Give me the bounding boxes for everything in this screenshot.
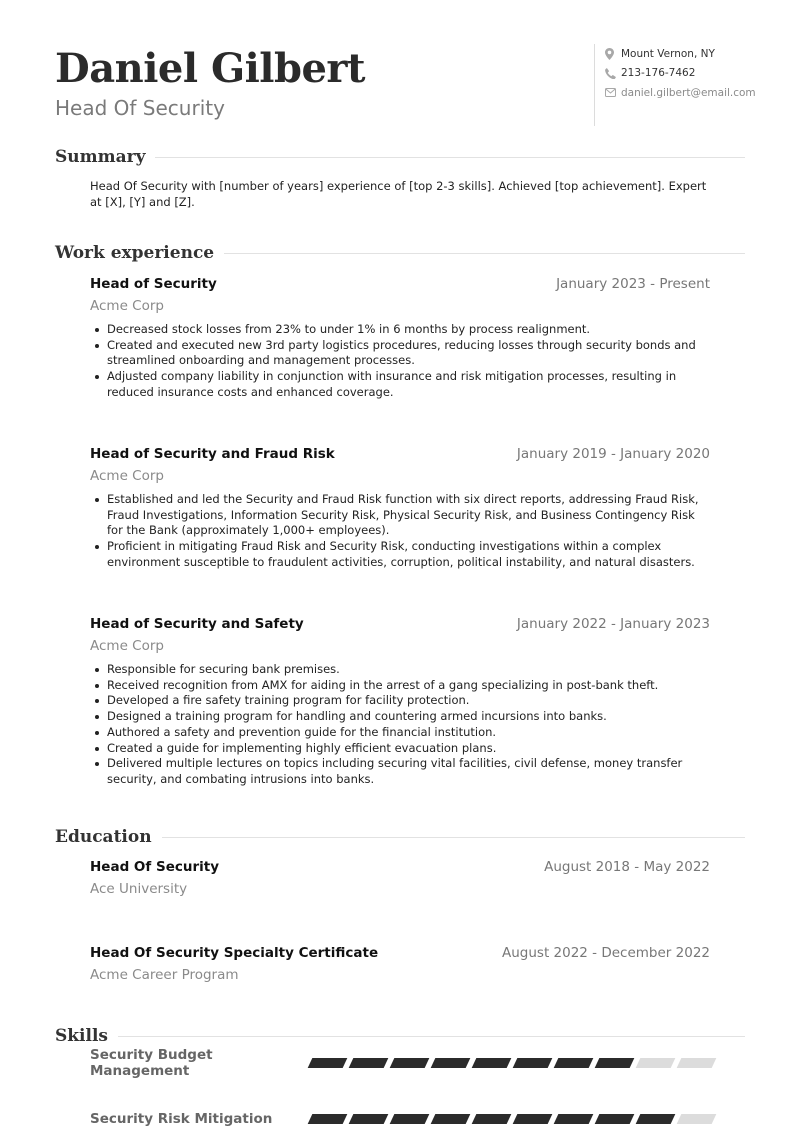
summary-text: Head Of Security with [number of years] experience of [top 2-3 skills]. Achieved [top achievement]. Expert at [X], [Y] and [Z]. (90, 179, 707, 209)
skill-segment-filled (308, 1058, 348, 1068)
bullet-item: Responsible for securing bank premises. (90, 662, 710, 678)
skill-row (90, 1109, 715, 1128)
section-summary-label: Summary (55, 147, 146, 167)
section-work-heading (55, 243, 745, 263)
bullet-item: Created a guide for implementing highly efficient evacuation plans. (90, 741, 710, 757)
summary-block (90, 178, 710, 210)
skill-level-bar (310, 1058, 714, 1068)
skill-segment-filled (390, 1114, 430, 1124)
job-dates: January 2019 - January 2020 (516, 446, 710, 462)
resume-header (55, 44, 365, 120)
skill-segment-filled (636, 1114, 676, 1124)
contact-block (594, 44, 774, 126)
school-name: Acme Career Program (90, 967, 239, 983)
skill-segment-filled (554, 1114, 594, 1124)
job-title: Head of Security (90, 276, 217, 292)
bullet-item: Proficient in mitigating Fraud Risk and Security Risk, conducting investigations within a complex environment susceptible to fraudulent activities, corruption, political instability, and natural disasters. (90, 539, 710, 570)
skill-segment-filled (554, 1058, 594, 1068)
skill-segment-filled (390, 1058, 430, 1068)
skill-segment-filled (513, 1114, 553, 1124)
skill-segment-filled (595, 1058, 635, 1068)
degree-title: Head Of Security Specialty Certificate (90, 945, 379, 961)
envelope-icon (605, 88, 621, 97)
section-skills-heading (55, 1026, 745, 1046)
candidate-name: Daniel Gilbert (55, 45, 365, 92)
bullet-item: Decreased stock losses from 23% to under 1% in 6 months by process realignment. (90, 322, 710, 338)
job-title: Head of Security and Fraud Risk (90, 446, 335, 462)
skill-segment-filled (513, 1058, 553, 1068)
section-education-label: Education (55, 827, 152, 847)
education-entry (90, 945, 710, 983)
job-bullets (90, 662, 710, 788)
job-company: Acme Corp (90, 468, 164, 484)
job-entry (90, 276, 710, 401)
candidate-title: Head Of Security (55, 96, 225, 120)
section-summary-heading (55, 147, 745, 167)
section-work-label: Work experience (55, 243, 215, 263)
job-bullets (90, 492, 710, 571)
education-dates: August 2022 - December 2022 (502, 945, 710, 961)
bullet-item: Received recognition from AMX for aiding in the arrest of a gang specializing in post-bank theft. (90, 678, 710, 694)
bullet-item: Authored a safety and prevention guide for the financial institution. (90, 725, 710, 741)
email-link[interactable]: daniel.gilbert@email.com (621, 86, 756, 99)
phone-icon (605, 68, 621, 79)
skill-row (90, 1047, 715, 1079)
section-education-heading (55, 827, 745, 847)
contact-location (605, 44, 774, 64)
skill-segment-filled (595, 1114, 635, 1124)
location-text: Mount Vernon, NY (621, 47, 715, 60)
section-divider (118, 1036, 745, 1037)
skill-segment-empty (677, 1114, 717, 1124)
bullet-item: Developed a fire safety training program for facility protection. (90, 693, 710, 709)
job-dates: January 2022 - January 2023 (516, 616, 710, 632)
degree-title: Head Of Security (90, 859, 220, 875)
location-pin-icon (605, 48, 621, 60)
skill-name: Security Budget Management (90, 1047, 213, 1079)
section-skills-label: Skills (55, 1026, 109, 1046)
job-title: Head of Security and Safety (90, 616, 304, 632)
skill-segment-filled (349, 1114, 389, 1124)
skill-segment-filled (431, 1114, 471, 1124)
job-company: Acme Corp (90, 638, 164, 654)
skill-segment-empty (677, 1058, 717, 1068)
education-entry (90, 859, 710, 897)
skill-segment-filled (308, 1114, 348, 1124)
contact-phone (605, 64, 774, 84)
phone-text: 213-176-7462 (621, 67, 696, 80)
skill-segment-filled (349, 1058, 389, 1068)
job-company: Acme Corp (90, 298, 164, 314)
job-entry (90, 616, 710, 788)
section-divider (162, 837, 745, 838)
job-entry (90, 446, 710, 571)
job-dates: January 2023 - Present (556, 276, 710, 292)
skill-segment-filled (431, 1058, 471, 1068)
education-dates: August 2018 - May 2022 (544, 859, 710, 875)
school-name: Ace University (90, 881, 188, 897)
skill-segment-filled (472, 1114, 512, 1124)
contact-email[interactable] (605, 83, 774, 103)
bullet-item: Adjusted company liability in conjunction with insurance and risk mitigation processes, resulting in reduced insurance costs and enhanced coverage. (90, 369, 710, 400)
job-bullets (90, 322, 710, 401)
skill-segment-empty (636, 1058, 676, 1068)
skill-name: Security Risk Mitigation (90, 1111, 273, 1127)
skill-level-bar (310, 1114, 714, 1124)
bullet-item: Created and executed new 3rd party logistics procedures, reducing losses through security bonds and streamlined onboarding and management processes. (90, 338, 710, 369)
skill-segment-filled (472, 1058, 512, 1068)
bullet-item: Delivered multiple lectures on topics including securing vital facilities, civil defense, money transfer security, and combating intrusions into banks. (90, 756, 710, 787)
bullet-item: Established and led the Security and Fraud Risk function with six direct reports, addressing Fraud Risk, Fraud Investigations, Information Security Risk, Physical Security Risk, and Business Contingency Risk for the Bank (approximately 1,000+ employees). (90, 492, 710, 539)
section-divider (155, 157, 745, 158)
bullet-item: Designed a training program for handling and countering armed incursions into banks. (90, 709, 710, 725)
section-divider (224, 253, 745, 254)
